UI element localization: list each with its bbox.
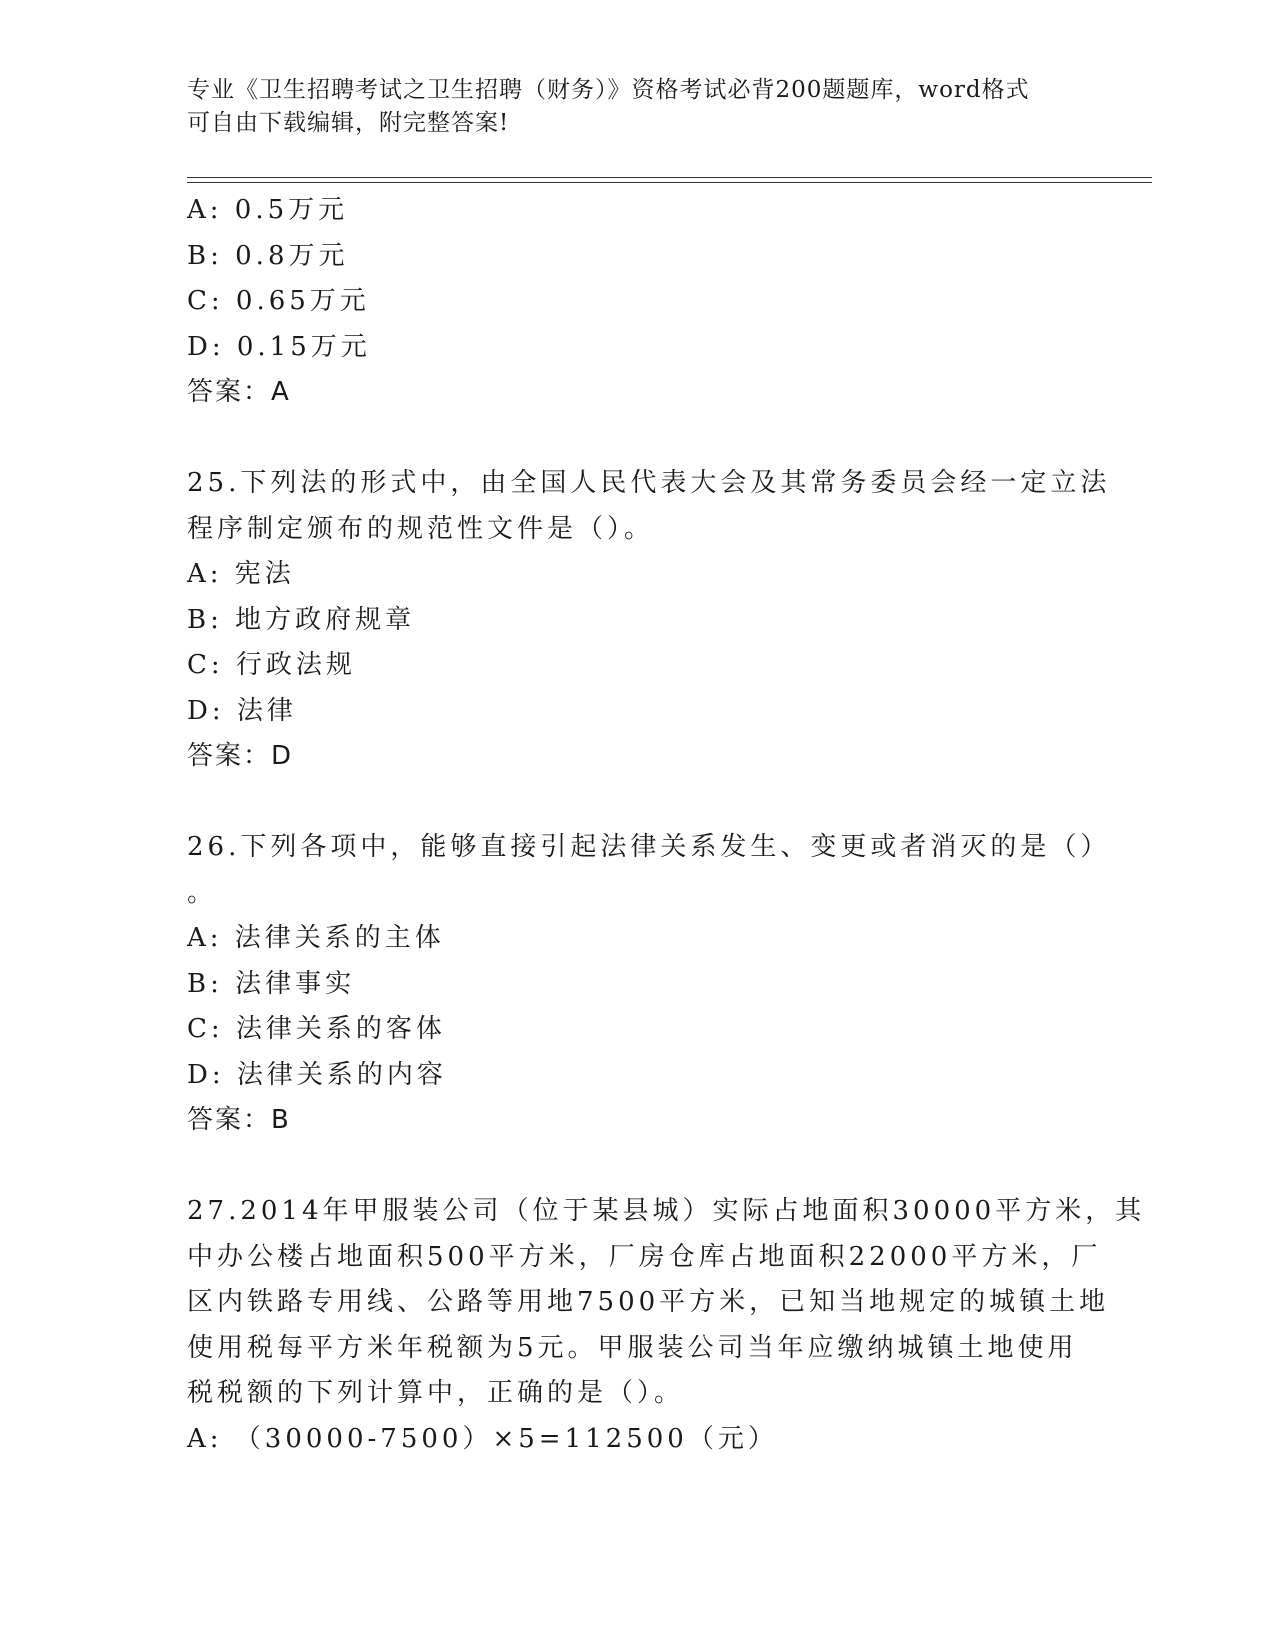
question-25: [187, 461, 1111, 780]
question-27: [187, 1189, 1146, 1462]
question-stem-line: 程序制定颁布的规范性文件是（）。: [187, 513, 655, 544]
header-rule-bottom: [187, 182, 1152, 183]
document-header: [187, 74, 1067, 140]
option-c: C: 0.65万元: [187, 286, 370, 316]
question-stem-line: 区内铁路专用线、公路等用地7500平方米，已知当地规定的城镇土地: [187, 1287, 1110, 1317]
option-d: D: 法律关系的内容: [187, 1059, 447, 1090]
option-a: A: 宪法: [187, 559, 295, 589]
question-stem-line: 27.2014年甲服装公司（位于某县城）实际占地面积30000平方米，其: [187, 1196, 1146, 1226]
option-a: A: （30000-7500）×5=112500（元）: [187, 1423, 778, 1454]
option-c: C: 法律关系的客体: [187, 1014, 446, 1044]
header-rule-top: [187, 177, 1152, 178]
question-stem-line: 26.下列各项中，能够直接引起法律关系发生、变更或者消灭的是（）: [187, 832, 1111, 862]
question-content: [187, 188, 1146, 1462]
option-b: B: 法律事实: [187, 968, 356, 999]
header-line-1: 专业《卫生招聘考试之卫生招聘（财务）》资格考试必背200题题库，word格式: [187, 77, 1030, 103]
answer: 答案：D: [187, 741, 294, 771]
question-24: [187, 188, 1087, 416]
question-stem-line: 税税额的下列计算中，正确的是（）。: [187, 1378, 685, 1408]
option-d: D: 0.15万元: [187, 331, 371, 362]
option-b: B: 地方政府规章: [187, 604, 416, 635]
question-stem-line: 25.下列法的形式中，由全国人民代表大会及其常务委员会经一定立法: [187, 468, 1111, 498]
question-stem-line: 。: [187, 877, 218, 908]
option-d: D: 法律: [187, 695, 297, 726]
question-26: [187, 825, 1111, 1144]
header-line-2: 可自由下载编辑，附完整答案!: [187, 110, 510, 136]
answer: 答案：B: [187, 1105, 291, 1135]
option-b: B: 0.8万元: [187, 240, 349, 271]
answer: 答案：A: [187, 377, 291, 407]
option-a: A: 0.5万元: [187, 195, 349, 225]
question-stem-line: 使用税每平方米年税额为5元。甲服装公司当年应缴纳城镇土地使用: [187, 1332, 1078, 1363]
question-stem-line: 中办公楼占地面积500平方米，厂房仓库占地面积22000平方米，厂: [187, 1241, 1102, 1272]
option-a: A: 法律关系的主体: [187, 923, 445, 953]
option-c: C: 行政法规: [187, 650, 356, 680]
